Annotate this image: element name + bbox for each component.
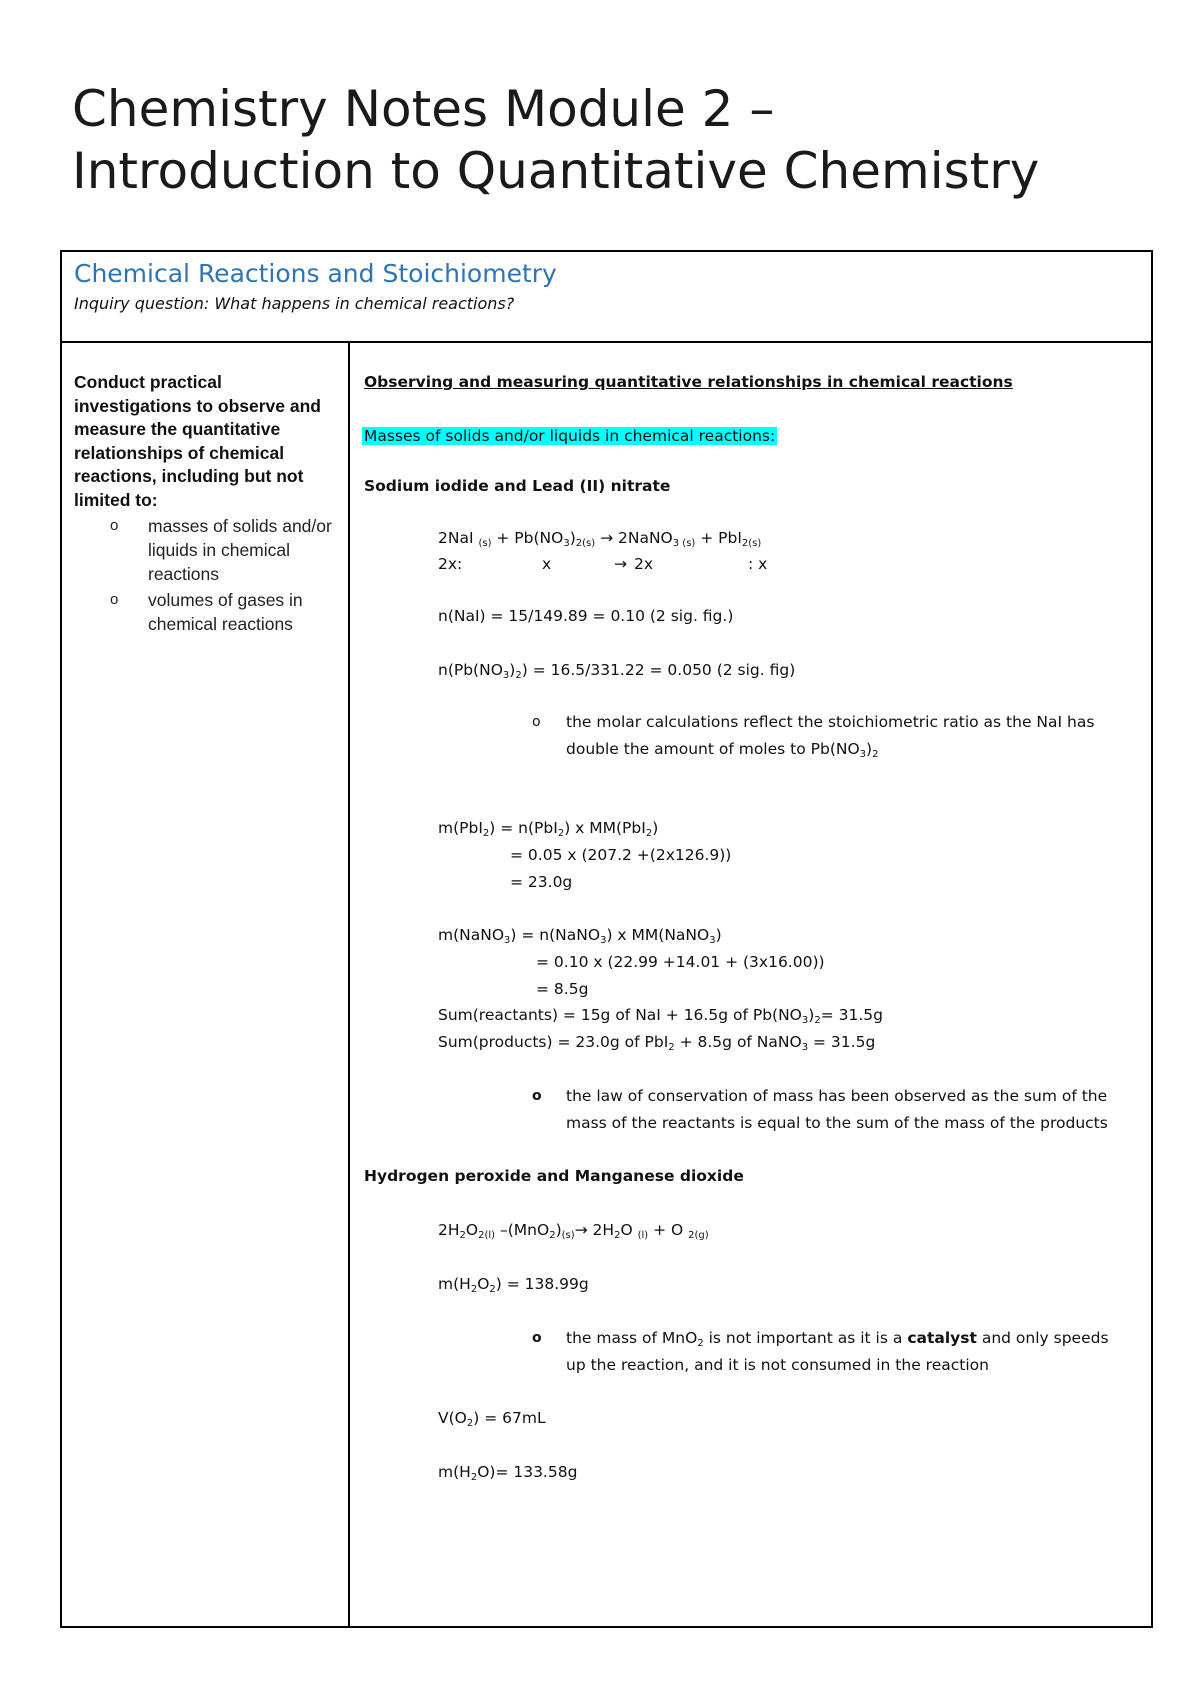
notes-table <box>60 250 1153 1628</box>
outcome-item <box>74 588 338 636</box>
syllabus-column <box>62 343 350 1628</box>
title-line-1: Chemistry Notes Module 2 – <box>72 80 775 138</box>
title-line-2: Introduction to Quantitative Chemistry <box>72 142 1040 200</box>
bullet-icon: o <box>532 714 541 730</box>
ratio-term: 2x <box>634 555 654 573</box>
mass-pbi2-line-2: = 0.05 x (207.2 +(2x126.9)) <box>510 846 732 864</box>
bullet-icon: o <box>110 591 119 608</box>
volume-o2: $V(O_2) = 67mL$ <box>438 1409 546 1429</box>
note-stoichiometry-line-2: double the amount of moles to $Pb(NO_3)_2$ <box>566 740 879 760</box>
mass-pbi2-line-3: = 23.0g <box>510 873 573 891</box>
outcome-item-text: volumes of gases in chemical reactions <box>148 590 303 634</box>
outcome-list <box>74 514 338 636</box>
bullet-icon: o <box>110 517 119 534</box>
section-title: Chemical Reactions and Stoichiometry <box>74 259 557 288</box>
bullet-icon: o <box>532 1330 542 1346</box>
equation-2: $2H_2O_{2(l)}$ $-(MnO_2)_{(s)}\to 2H_2O$ $_{(l)}$ + O $_{2(g)}$ <box>438 1221 709 1241</box>
inquiry-question: Inquiry question: What happens in chemical reactions? <box>74 294 515 313</box>
mass-pbi2-line-1: m(PbI$_2$) = n(PbI$_2$) x MM(PbI$_2$) <box>438 819 659 839</box>
highlighted-subheading: Masses of solids and/or liquids in chemical reactions: <box>364 427 776 445</box>
mass-nano3-line-1: m(NaNO$_3$) = n(NaNO$_3$) x MM(NaNO$_3$) <box>438 926 722 946</box>
note-conservation-line-1: the law of conservation of mass has been observed as the sum of the <box>566 1087 1108 1105</box>
moles-pb-nitrate: $n(Pb(NO_3)_2) = 16.5/331.22 = 0.050$ (2 sig. fig) <box>438 661 796 681</box>
note-stoichiometry-line-1: the molar calculations reflect the stoichiometric ratio as the NaI has <box>566 713 1095 731</box>
section-header <box>62 252 1151 343</box>
bullet-icon: o <box>532 1088 542 1104</box>
experiment2-title: Hydrogen peroxide and Manganese dioxide <box>364 1167 744 1185</box>
ratio-term: : x <box>748 555 768 573</box>
notes-column <box>352 343 1151 1628</box>
notes-heading: Observing and measuring quantitative relationships in chemical reactions <box>364 373 1013 391</box>
sum-products: Sum(products) = 23.0g of PbI$_2$ + 8.5g of NaNO$_3$ = 31.5g <box>438 1033 876 1053</box>
outcome-item-text: masses of solids and/or liquids in chemical reactions <box>148 516 332 584</box>
moles-nai: n(NaI) = 15/149.89 = 0.10 (2 sig. fig.) <box>438 607 734 625</box>
outcome-item <box>74 514 338 586</box>
sum-reactants: Sum(reactants) = 15g of NaI + 16.5g of $Pb(NO_3)_2= 31.5g$ <box>438 1006 883 1026</box>
ratio-label: 2x: <box>438 555 463 573</box>
note-catalyst-line-1: the mass of MnO$_2$ is not important as it is a catalyst and only speeds <box>566 1329 1109 1349</box>
ratio-arrow: → <box>614 555 627 573</box>
note-conservation-line-2: mass of the reactants is equal to the sum of the mass of the products <box>566 1114 1108 1132</box>
mass-nano3-line-2: = 0.10 x (22.99 +14.01 + (3x16.00)) <box>536 953 825 971</box>
mass-h2o: $m(H_2O)= 133.58g$ <box>438 1463 578 1483</box>
mass-nano3-line-3: = 8.5g <box>536 980 589 998</box>
document-title <box>72 78 1152 202</box>
note-catalyst-line-2: up the reaction, and it is not consumed in the reaction <box>566 1356 989 1374</box>
equation-1: 2NaI $_{(s)} + Pb(NO_3)_{2(s)}$ → 2NaNO$_{3 (s)}$ + PbI$_{2(s)}$ <box>438 529 762 549</box>
experiment1-title: Sodium iodide and Lead (II) nitrate <box>364 477 671 495</box>
mass-h2o2: $m(H_2O_2) = 138.99g$ <box>438 1275 589 1295</box>
outcome-statement: Conduct practical investigations to observe and measure the quantitative relationships of chemical reactions, including but not limited to: <box>74 372 321 510</box>
ratio-term: x <box>542 555 552 573</box>
